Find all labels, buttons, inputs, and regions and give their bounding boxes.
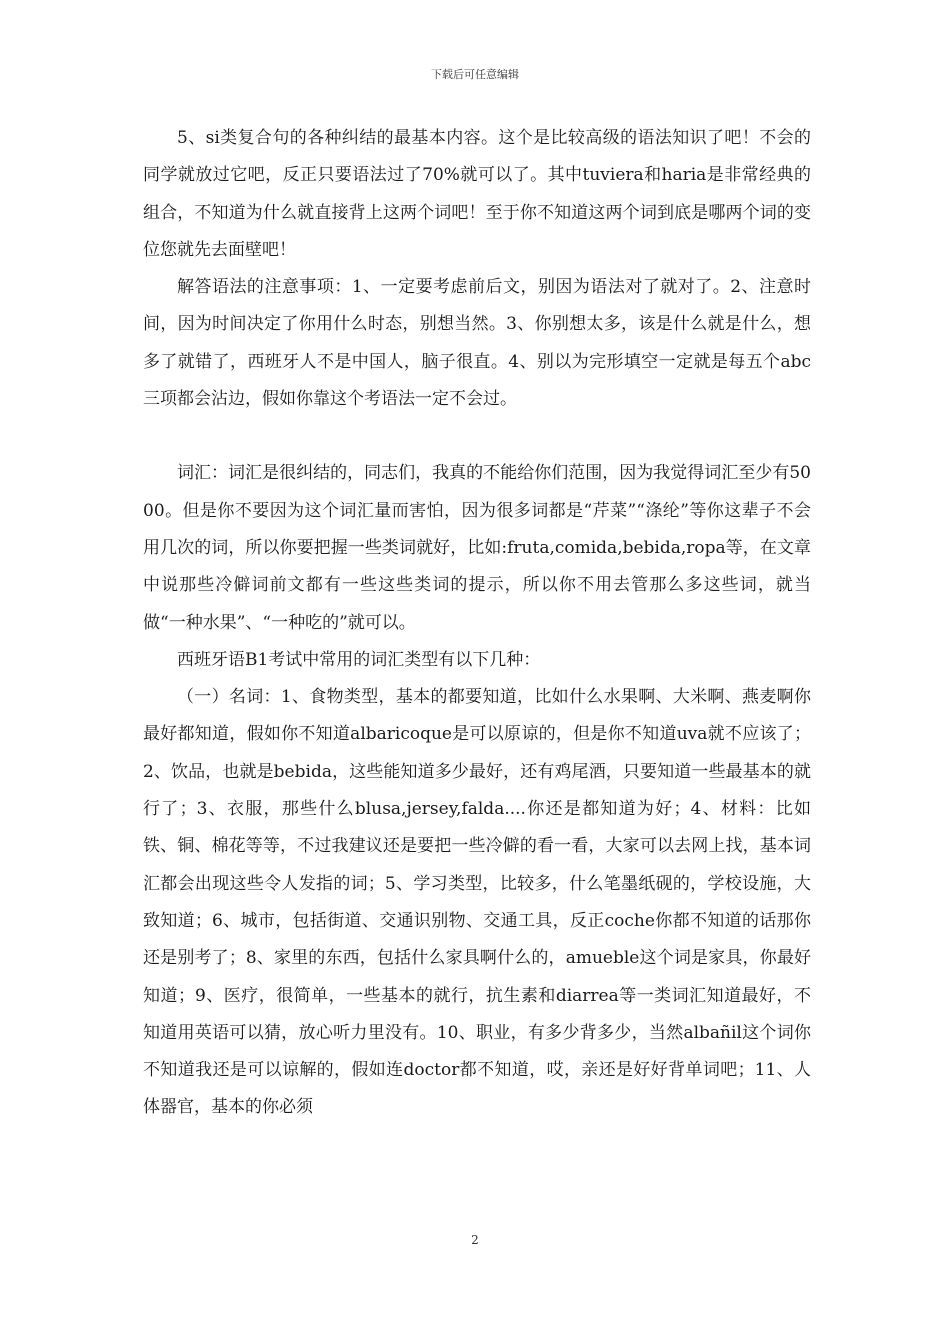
page-header: 下载后可任意编辑 — [431, 68, 519, 81]
page-number: 2 — [471, 1233, 479, 1247]
paragraph-nouns: （一）名词：1、食物类型，基本的都要知道，比如什么水果啊、大米啊、燕麦啊你最好都知道，假如你不知道albaricoque是可以原谅的，但是你不知道uva就不应该了；2、饮品，也就是bebida，这些能知道多少最好，还有鸡尾酒，只要知道一些最基本的就行了；3、衣服，那些什么blusa,jersey,falda....你还是都知道为好；4、材料：比如铁、铜、棉花等等，不过我建议还是要把一些冷僻的看一看，大家可以去网上找，基本词汇都会出现这些令人发指的词；5、学习类型，比较多，什么笔墨纸砚的，学校设施，大致知道；6、城市，包括街道、交通识别物、交通工具，反正coche你都不知道的话那你还是别考了；8、家里的东西，包括什么家具啊什么的，amueble这个词是家具，你最好知道；9、医疗，很简单，一些基本的就行，抗生素和diarrea等一类词汇知道最好，不知道用英语可以猜，放心听力里没有。10、职业，有多少背多少，当然albañil这个词你不知道我还是可以谅解的，假如连doctor都不知道，哎，亲还是好好背单词吧；11、人体器官，基本的你必须 — [143, 687, 811, 1118]
paragraph-vocabulary: 词汇：词汇是很纠结的，同志们，我真的不能给你们范围，因为我觉得词汇至少有5000。但是你不要因为这个词汇量而害怕，因为很多词都是“芹菜”“涤纶”等你这辈子不会用几次的词，所以你要把握一些类词就好，比如:fruta,comida,bebida,ropa等，在文章中说那些冷僻词前文都有一些这些类词的提示，所以你不用去管那么多这些词，就当做“一种水果”、“一种吃的”就可以。 — [143, 463, 811, 633]
document-body — [143, 120, 811, 1127]
paragraph-si-clauses: 5、si类复合句的各种纠结的最基本内容。这个是比较高级的语法知识了吧！不会的同学就放过它吧，反正只要语法过了70%就可以了。其中tuviera和haria是非常经典的组合，不知道为什么就直接背上这两个词吧！至于你不知道这两个词到底是哪两个词的变位您就先去面壁吧！ — [143, 128, 811, 260]
paragraph-vocabulary-types-intro: 西班牙语B1考试中常用的词汇类型有以下几种： — [177, 649, 541, 670]
paragraph-spacer — [143, 418, 811, 455]
paragraph-grammar-tips: 解答语法的注意事项：1、一定要考虑前后文，别因为语法对了就对了。2、注意时间，因为时间决定了你用什么时态，别想当然。3、你别想太多，该是什么就是什么，想多了就错了，西班牙人不是中国人，脑子很直。4、别以为完形填空一定就是每五个abc三项都会沾边，假如你靠这个考语法一定不会过。 — [143, 277, 811, 410]
